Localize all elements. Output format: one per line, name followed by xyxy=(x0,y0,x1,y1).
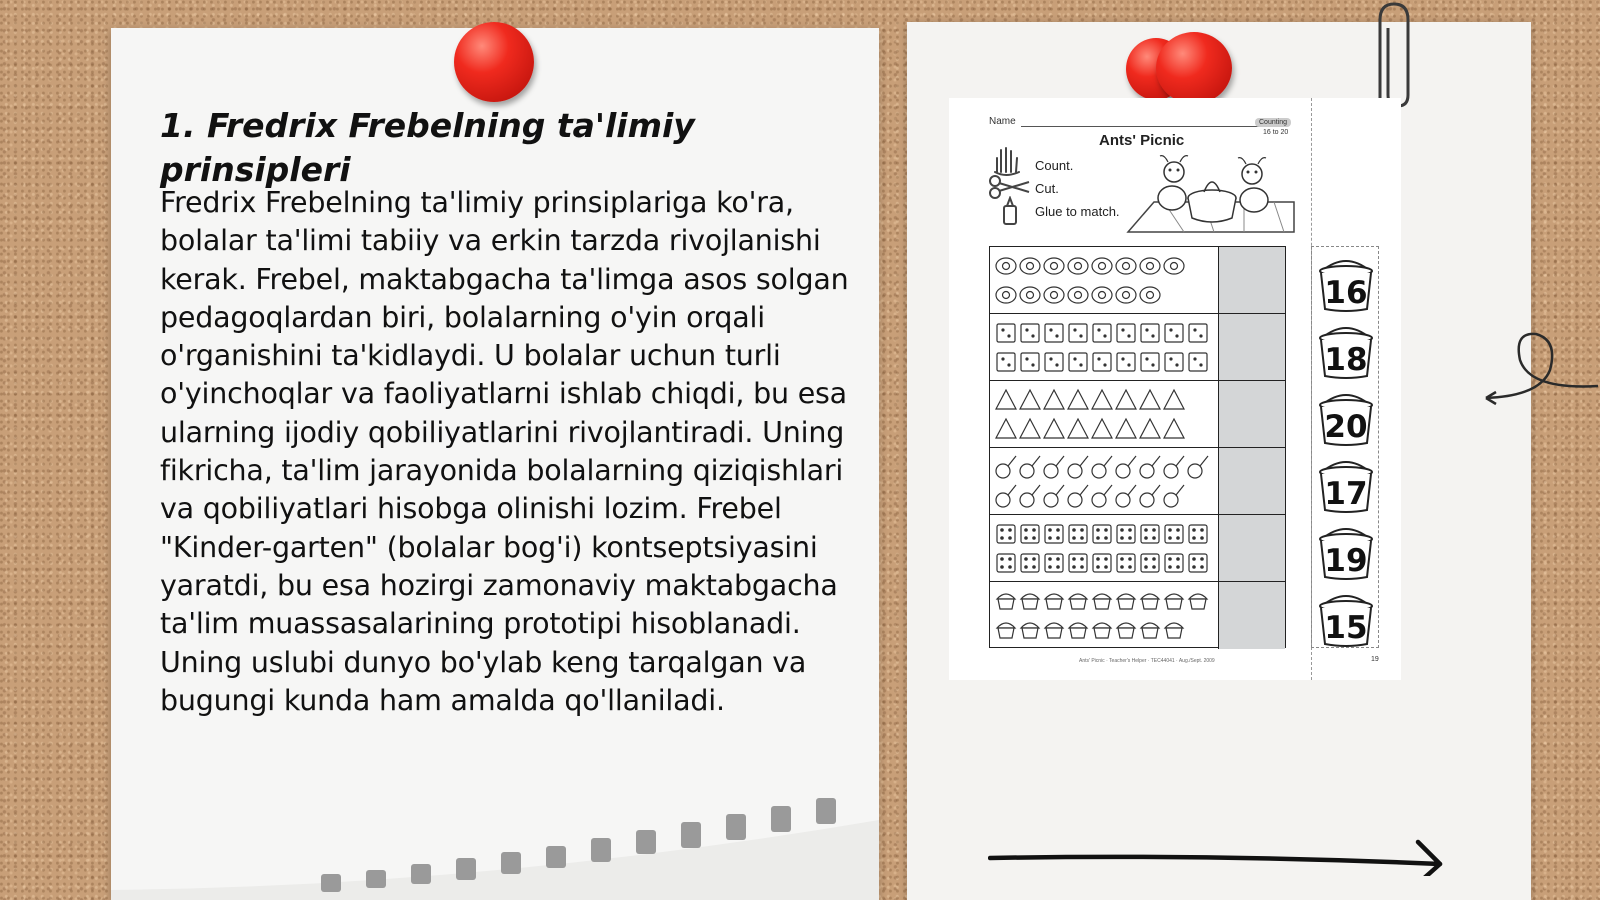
ants-picnic-illustration xyxy=(1124,152,1299,234)
name-line xyxy=(1021,126,1271,127)
worksheet-name-label: Name xyxy=(989,116,1016,127)
bucket-number: 18 xyxy=(1324,342,1368,378)
counting-row xyxy=(990,381,1285,448)
arrow-right-icon[interactable] xyxy=(988,836,1448,876)
bucket-card[interactable] xyxy=(1312,247,1380,314)
worksheet-title: Ants' Picnic xyxy=(1099,132,1185,149)
answer-box[interactable] xyxy=(1218,515,1285,581)
worksheet-page-number: 19 xyxy=(1371,656,1379,663)
pushpin-icon xyxy=(454,22,534,102)
step-glue: Glue to match. xyxy=(1035,204,1120,219)
counting-row xyxy=(990,448,1285,515)
answer-box[interactable] xyxy=(1218,448,1285,514)
answer-box[interactable] xyxy=(1218,314,1285,380)
counting-row xyxy=(990,582,1285,649)
bucket-card[interactable] xyxy=(1312,381,1380,448)
bucket-cutouts xyxy=(1311,246,1379,648)
counting-row xyxy=(990,314,1285,381)
answer-box[interactable] xyxy=(1218,247,1285,313)
bucket-card[interactable] xyxy=(1312,582,1380,649)
hand-icon xyxy=(989,142,1025,178)
curl-arrow-icon xyxy=(1480,310,1600,410)
bucket-number: 15 xyxy=(1324,610,1368,646)
counting-row xyxy=(990,515,1285,582)
bucket-number: 17 xyxy=(1324,476,1368,512)
glue-icon xyxy=(1001,196,1019,226)
bucket-card[interactable] xyxy=(1312,515,1380,582)
bucket-number: 19 xyxy=(1324,543,1368,579)
pushpin-icon xyxy=(1156,32,1232,104)
bucket-number: 16 xyxy=(1324,275,1368,311)
step-count: Count. xyxy=(1035,158,1074,173)
bucket-card[interactable] xyxy=(1312,314,1380,381)
worksheet-range: 16 to 20 xyxy=(1263,129,1289,136)
spiral-tear-edge xyxy=(111,790,879,900)
step-cut: Cut. xyxy=(1035,181,1059,196)
answer-box[interactable] xyxy=(1218,381,1285,447)
worksheet-footer: Ants' Picnic · Teacher's Helper · TEC44041 · Aug./Sept. 2009 xyxy=(1079,658,1215,664)
slide-title: 1. Fredrix Frebelning ta'limiy prinsipleri xyxy=(160,106,695,189)
worksheet-badge: Counting xyxy=(1255,118,1291,127)
answer-box[interactable] xyxy=(1218,582,1285,649)
bucket-number: 20 xyxy=(1324,409,1368,445)
slide-body-text: Fredrix Frebelning ta'limiy prinsiplariga ko'ra, bolalar ta'limi tabiiy va erkin tarzda rivojlanishi kerak. Frebel, maktabgacha ta'limga asos solgan pedagoqlardan biri, bolalarning o'yin orqali o'rganishini ta'kidlaydi. U bolalar uchun turli o'yinchoqlar va faoliyatlarni ishlab chiqdi, bu esa ularning ijodiy qobiliyatlarini rivojlantiradi. Uning fikricha, ta'lim jarayonida bolalarning qiziqishlari va qobiliyatlari hisobga olinishi lozim. Frebel "Kinder-garten" (bolalar bog'i) kontseptsiyasini yaratdi, bu esa hozirgi zamonaviy maktabgacha ta'lim muassasalarining prototipi hisoblanadi. Uning uslubi dunyo bo'ylab keng tarqalgan va bugungi kunda ham amalda qo'llaniladi. xyxy=(160,186,849,717)
worksheet-image xyxy=(949,98,1401,680)
counting-grid xyxy=(989,246,1286,648)
counting-row xyxy=(990,247,1285,314)
bucket-card[interactable] xyxy=(1312,448,1380,515)
